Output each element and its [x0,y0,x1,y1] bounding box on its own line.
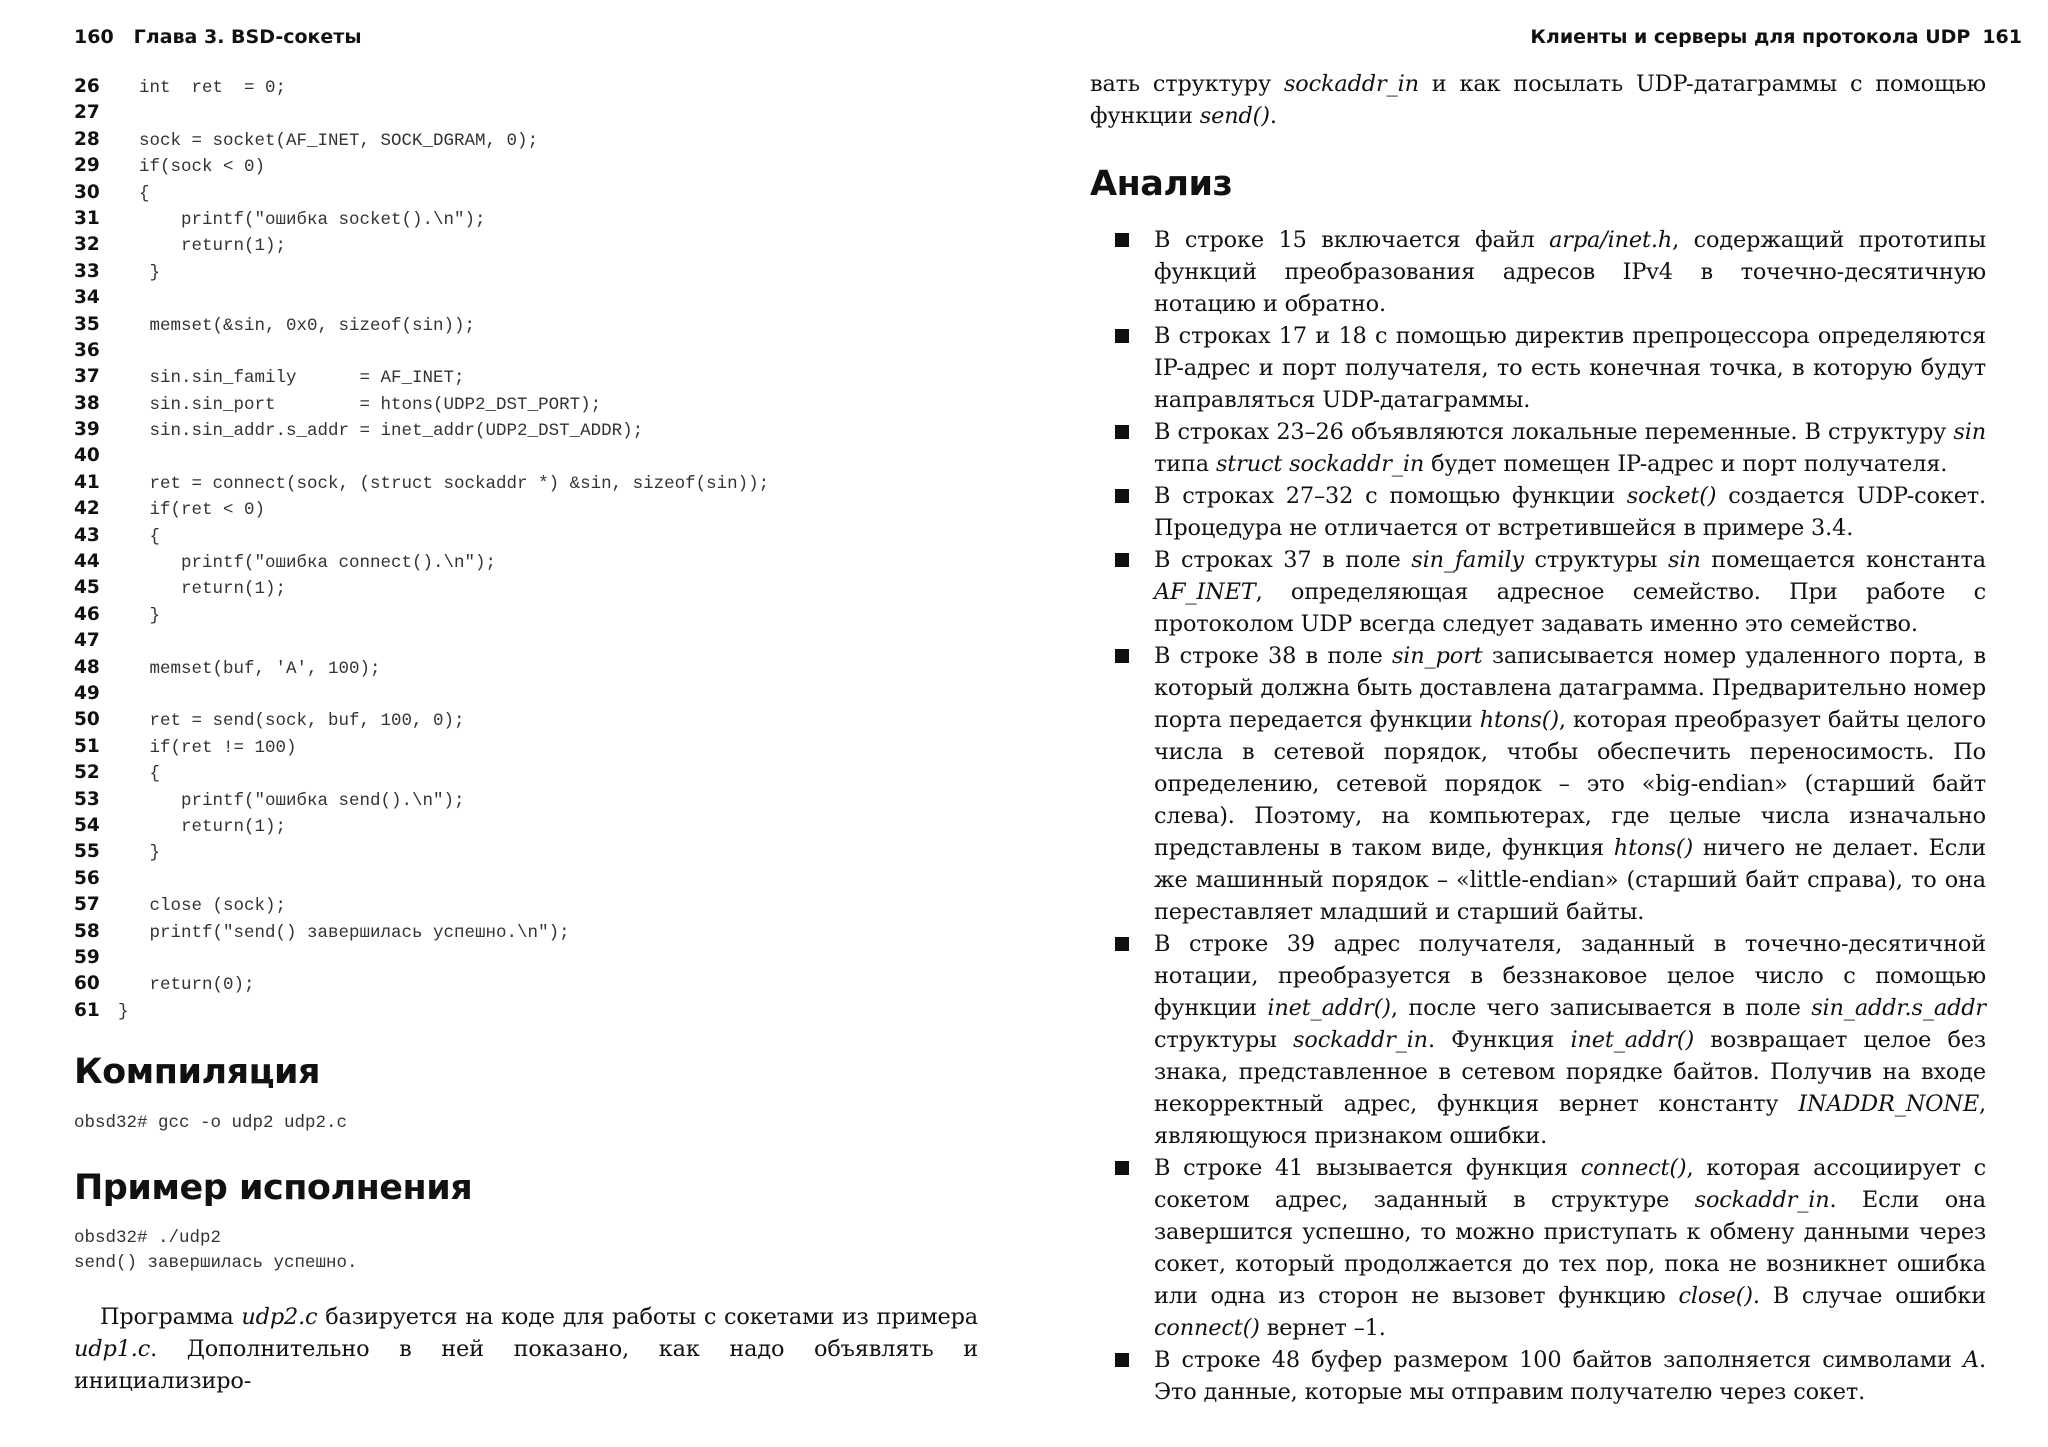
code-line [74,971,974,997]
code-line [74,575,974,601]
code-line [74,259,974,285]
code-line-text: } [149,262,161,283]
code-line-text: return(0); [149,975,255,996]
right-page-number: 161 [1982,26,2022,48]
code-line [74,470,974,496]
bullet-square-icon [1115,425,1129,439]
code-line-text: sock = socket(AF_INET, SOCK_DGRAM, 0); [139,130,539,151]
code-line-number: 44 [74,551,100,573]
code-line-text: ret = connect(sock, (struct sockaddr *) &sin, sizeof(sin)); [149,473,770,494]
code-line [74,839,974,865]
analysis-bullet-text: В строках 17 и 18 с помощью директив препроцессора определяются IP-адрес и порт получателя, то есть конечная точка, в которую будут направляться UDP-датаграммы. [1154,323,1986,413]
code-line-number: 35 [74,313,100,335]
code-line-text: return(1); [181,236,287,257]
code-line-number: 29 [74,155,100,177]
code-line-number: 52 [74,762,100,784]
code-line-number: 49 [74,682,100,704]
code-line-text: printf("ошибка socket().\n"); [181,209,486,230]
compile-command: obsd32# gcc -o udp2 udp2.c [74,1113,348,1133]
code-line-text: sin.sin_family = AF_INET; [149,368,465,389]
code-line [74,523,974,549]
code-line [74,813,974,839]
analysis-bullet-text: В строках 23–26 объявляются локальные переменные. В структуру sin типа struct sockaddr_in будет помещен IP-адрес и порт получателя. [1154,419,1986,477]
code-line-text: return(1); [181,816,287,837]
code-line [74,364,974,390]
code-line [74,232,974,258]
code-line [74,153,974,179]
run-output: obsd32# ./udp2 send() завершилась успешно. [74,1228,358,1273]
code-line-number: 31 [74,207,100,229]
code-line-text: ret = send(sock, buf, 100, 0); [149,711,465,732]
code-line-text: if(ret < 0) [149,500,266,521]
code-line [74,549,974,575]
code-line [74,180,974,206]
code-line-text: close (sock); [149,896,287,917]
code-line-number: 48 [74,656,100,678]
code-line-text: if(ret != 100) [149,737,297,758]
code-line-number: 47 [74,630,100,652]
code-line-number: 39 [74,419,100,441]
bullet-square-icon [1115,649,1129,663]
code-line [74,206,974,232]
code-line [74,866,974,892]
code-line-text: { [149,764,161,785]
code-line [74,602,974,628]
code-line-text: memset(&sin, 0x0, sizeof(sin)); [149,315,476,336]
code-line-number: 34 [74,287,100,309]
code-line-number: 55 [74,841,100,863]
analysis-bullet [1110,416,1986,480]
analysis-bullet [1110,640,1986,928]
code-line [74,127,974,153]
code-line-number: 45 [74,577,100,599]
code-line [74,919,974,945]
code-line-number: 41 [74,471,100,493]
code-line-text: if(sock < 0) [139,157,266,178]
code-line [74,707,974,733]
code-line-number: 59 [74,946,100,968]
code-line-text: sin.sin_addr.s_addr = inet_addr(UDP2_DST_ADDR); [149,421,644,442]
code-line [74,100,974,126]
code-line-number: 37 [74,366,100,388]
bullet-square-icon [1115,1353,1129,1367]
code-line-text: { [139,183,150,204]
code-line-text: } [149,843,161,864]
code-line-number: 26 [74,76,100,97]
analysis-bullet [1110,224,1986,320]
code-line [74,892,974,918]
analysis-heading: Анализ [1090,164,1233,204]
code-line-text: { [149,526,161,547]
code-line [74,998,974,1024]
analysis-bullet-text: В строке 38 в поле sin_port записывается номер удаленного порта, в который должна быть доставлена датаграмма. Предварительно номер порта передается функции htons(), которая преобразует байты целого числа в сетевой порядок, чтобы обеспечить переносимость. По определению, сетевой порядок – это «big-endian» (старший байт слева). Поэтому, на компьютерах, где целые числа изначально представлены в таком виде, функция htons() ничего не делает. Если же машинный порядок – «little-endian» (старший байт справа), то она переставляет младший и старший байты. [1154,643,1986,925]
code-line-number: 53 [74,788,100,810]
code-line-number: 32 [74,234,100,256]
run-heading: Пример исполнения [74,1168,473,1208]
code-line-number: 56 [74,867,100,889]
code-line [74,655,974,681]
analysis-list [1110,224,1986,1408]
code-line [74,760,974,786]
code-line-text: printf("send() завершилась успешно.\n"); [149,922,570,943]
analysis-bullet-text: В строке 15 включается файл arpa/inet.h, содержащий прототипы функций преобразования адресов IPv4 в точечно-десятичную нотацию и обратно. [1154,227,1986,317]
code-line-number: 42 [74,498,100,520]
code-line [74,417,974,443]
code-line [74,787,974,813]
analysis-bullet-text: В строках 27–32 с помощью функции socket() создается UDP-сокет. Процедура не отличается от встретившейся в примере 3.4. [1154,483,1986,541]
code-line-text: } [149,605,161,626]
analysis-bullet [1110,1152,1986,1344]
left-running-header [74,26,362,48]
code-line-number: 54 [74,814,100,836]
code-line-number: 27 [74,102,100,124]
code-line-text: printf("ошибка connect().\n"); [181,553,497,574]
code-line-number: 30 [74,181,100,203]
code-line [74,628,974,654]
code-line-number: 60 [74,973,100,995]
code-line-number: 28 [74,128,100,150]
left-chapter-title: Глава 3. BSD-сокеты [133,26,362,48]
analysis-bullet-text: В строке 39 адрес получателя, заданный в точечно-десятичной нотации, преобразуется в беззнаковое целое число с помощью функции inet_addr(), после чего записывается в поле sin_addr.s_addr структуры sockaddr_in. Функция inet_addr() возвращает целое без знака, представленное в сетевом порядке байтов. Получив на входе некорректный адрес, функция вернет константу INADDR_NONE, являющуюся признаком ошибки. [1154,931,1986,1149]
code-line-number: 40 [74,445,100,467]
code-line [74,681,974,707]
bullet-square-icon [1115,233,1129,247]
code-line [74,734,974,760]
code-line-number: 58 [74,920,100,942]
left-page-number: 160 [74,26,114,48]
code-line [74,391,974,417]
code-line-text: } [118,1001,129,1022]
code-line [74,338,974,364]
code-line-text: return(1); [181,579,287,600]
bullet-square-icon [1115,1161,1129,1175]
analysis-bullet [1110,320,1986,416]
analysis-bullet-text: В строках 37 в поле sin_family структуры sin помещается константа AF_INET, определяющая адресное семейство. При работе с протоколом UDP всегда следует задавать именно это семейство. [1154,547,1986,637]
analysis-bullet [1110,928,1986,1152]
code-line-number: 33 [74,260,100,282]
analysis-bullet [1110,544,1986,640]
code-line [74,443,974,469]
right-header-title: Клиенты и серверы для протокола UDP [1530,26,1971,48]
analysis-bullet-text: В строке 48 буфер размером 100 байтов заполняется символами A. Это данные, которые мы отправим получателю через сокет. [1154,1347,1986,1405]
code-line-text: int ret = 0; [139,78,287,98]
code-line [74,285,974,311]
code-line-number: 57 [74,894,100,916]
analysis-bullet [1110,480,1986,544]
right-running-header [1530,26,2022,48]
bullet-square-icon [1115,489,1129,503]
code-line-number: 38 [74,392,100,414]
continuation-paragraph: вать структуру sockaddr_in и как посылать UDP-датаграммы с помощью функции send(). [1090,71,1987,129]
code-line-number: 61 [74,999,100,1021]
analysis-bullet [1110,1344,1986,1408]
code-line [74,74,974,100]
code-line-number: 43 [74,524,100,546]
bullet-square-icon [1115,329,1129,343]
left-body-paragraph: Программа udp2.c базируется на коде для работы с сокетами из примера udp1.c. Дополнительно в ней показано, как надо объявлять и инициализиро- [74,1304,978,1394]
code-line-number: 51 [74,735,100,757]
bullet-square-icon [1115,553,1129,567]
code-line [74,945,974,971]
code-line-text: memset(buf, 'A', 100); [149,658,381,679]
compile-heading: Компиляция [74,1052,321,1092]
code-line-text: printf("ошибка send().\n"); [181,790,465,811]
code-listing [74,74,974,1024]
code-line-number: 46 [74,603,100,625]
code-line-number: 50 [74,709,100,731]
code-line [74,312,974,338]
code-line [74,496,974,522]
code-line-number: 36 [74,339,100,361]
code-line-text: sin.sin_port = htons(UDP2_DST_PORT); [149,394,602,415]
analysis-bullet-text: В строке 41 вызывается функция connect(), которая ассоциирует с сокетом адрес, заданный в структуре sockaddr_in. Если она завершится успешно, то можно приступать к обмену данными через сокет, который продолжается до тех пор, пока не возникнет ошибка или одна из сторон не вызовет функцию close(). В случае ошибки connect() вернет –1. [1154,1155,1986,1341]
bullet-square-icon [1115,937,1129,951]
